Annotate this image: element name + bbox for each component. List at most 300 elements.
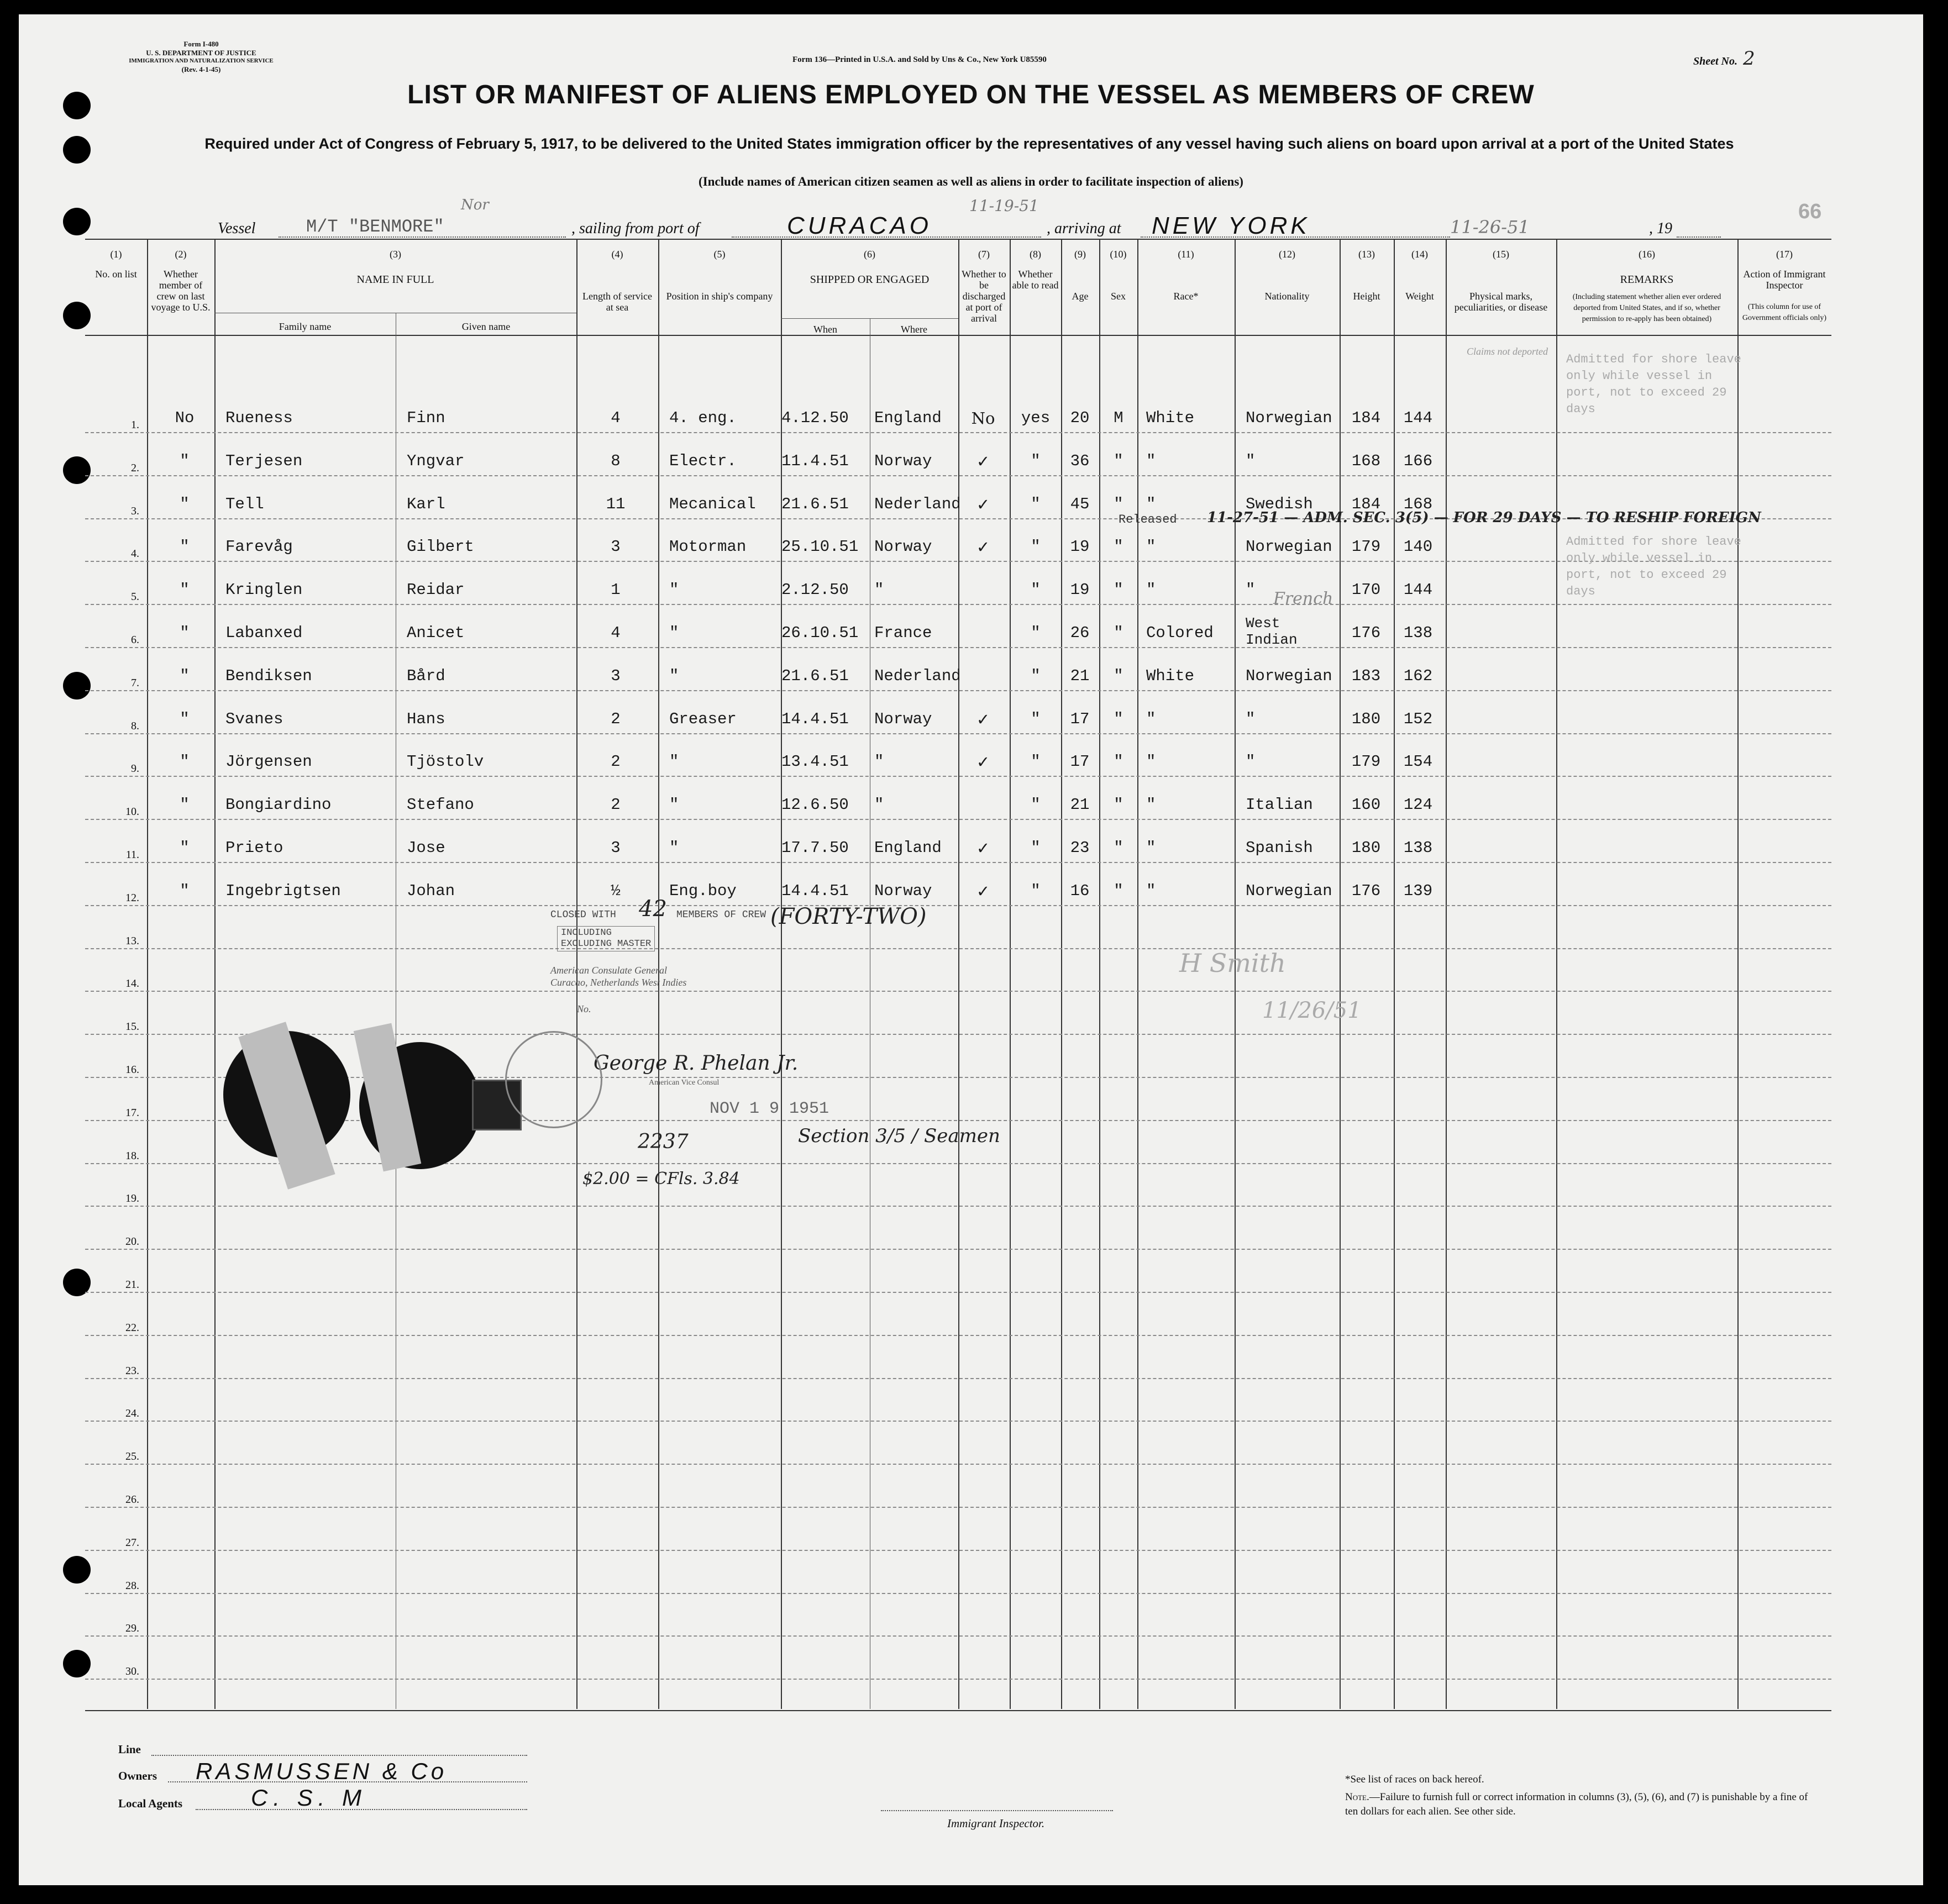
line-label: Line (118, 1743, 141, 1756)
crew-weight: 140 (1403, 538, 1433, 556)
crew-service: 3 (611, 538, 621, 556)
vice-consul-signature: George R. Phelan Jr. (594, 1052, 799, 1075)
crew-discharged: ✓ (976, 451, 990, 471)
crew-race: " (1146, 709, 1156, 728)
column-header-4: Length of service at sea (582, 291, 652, 313)
crew-read: " (1031, 796, 1041, 814)
row-rule (85, 1679, 1831, 1680)
crew-given: Johan (407, 881, 455, 900)
crew-service: ½ (611, 881, 621, 900)
row-rule (85, 1163, 1831, 1164)
crew-given: Stefano (407, 796, 474, 814)
crew-discharged: No (971, 409, 995, 428)
crew-sex: " (1114, 666, 1123, 685)
crew-age: 26 (1070, 624, 1090, 642)
crew-nationality: Norwegian (1246, 666, 1332, 685)
crew-nationality: Norwegian (1246, 538, 1332, 556)
crew-discharged: ✓ (976, 881, 990, 901)
crew-service: 11 (606, 495, 626, 513)
crew-service: 4 (611, 624, 621, 642)
column-number-17: (17) (1776, 249, 1793, 260)
crew-nationality: Swedish (1246, 495, 1313, 513)
crew-last-voyage: " (180, 624, 190, 642)
crew-given: Karl (407, 495, 445, 513)
column-number-16: (16) (1639, 249, 1655, 260)
crew-position: " (669, 624, 679, 642)
crew-when: 26.10.51 (781, 624, 859, 642)
crew-last-voyage: " (180, 753, 190, 771)
crew-sex: " (1114, 495, 1123, 513)
row-number: 14. (125, 977, 139, 990)
row-number: 16. (125, 1064, 139, 1076)
no-label: No. (577, 1003, 591, 1014)
consulate-place: Curacao, Netherlands West Indies (550, 977, 687, 988)
crew-race: " (1146, 581, 1156, 599)
column-number-3: (3) (390, 249, 401, 260)
crew-height: 180 (1351, 709, 1381, 728)
service: IMMIGRATION AND NATURALIZATION SERVICE (129, 57, 274, 64)
crew-nationality: " (1246, 753, 1256, 771)
row-number: 5. (131, 591, 139, 603)
column-header-17: Action of Immigrant Inspector (1743, 269, 1826, 291)
crew-where: Norway (874, 538, 932, 556)
vessel-name: M/T "BENMORE" (306, 217, 444, 237)
crew-height: 179 (1351, 538, 1381, 556)
sheet-number: 2 (1743, 48, 1755, 70)
crew-nationality: Italian (1246, 796, 1313, 814)
row-rule (85, 604, 1831, 605)
crew-age: 21 (1070, 796, 1090, 814)
crew-age: 36 (1070, 451, 1090, 470)
crew-weight: 162 (1403, 666, 1433, 685)
crew-age: 17 (1070, 709, 1090, 728)
crew-service: 2 (611, 796, 621, 814)
row-rule (85, 1249, 1831, 1250)
page-title: LIST OR MANIFEST OF ALIENS EMPLOYED ON THE VESSEL AS MEMBERS OF CREW (407, 80, 1535, 109)
departure-date: 11-19-51 (969, 197, 1039, 215)
penalty-note: Note.—Failure to furnish full or correct information in columns (3), (5), (6), and (7) is punishable by a fine of ten dollars for each alien. See other side. (1345, 1791, 1808, 1817)
crew-weight: 139 (1403, 881, 1433, 900)
members-label: MEMBERS OF CREW (676, 909, 766, 921)
stamp-86: 66 (1798, 200, 1822, 223)
crew-where: Nederland (874, 666, 961, 685)
row-rule (85, 1378, 1831, 1379)
year-label: , 19 (1649, 220, 1672, 237)
owners-label: Owners (118, 1769, 157, 1782)
crew-nationality: " (1246, 581, 1256, 599)
column-header-11: Race* (1173, 291, 1199, 302)
crew-last-voyage: No (175, 409, 195, 427)
column-header-12: Nationality (1264, 291, 1310, 302)
vice-consul-title: American Vice Consul (649, 1079, 720, 1087)
crew-race: White (1146, 409, 1195, 427)
inspector-date: 11/26/51 (1262, 998, 1362, 1023)
crew-last-voyage: " (180, 709, 190, 728)
remark-1-note: Claims not deported (1467, 346, 1548, 357)
crew-age: 17 (1070, 753, 1090, 771)
crew-position: " (669, 796, 679, 814)
crew-read: " (1031, 709, 1041, 728)
row-rule (85, 1120, 1831, 1121)
row-number: 8. (131, 719, 139, 732)
crew-position: 4. eng. (669, 409, 737, 427)
crew-weight: 166 (1403, 451, 1433, 470)
row-rule (85, 475, 1831, 476)
column-header-5: Position in ship's company (666, 291, 773, 302)
crew-when: 14.4.51 (781, 709, 849, 728)
crew-weight: 124 (1403, 796, 1433, 814)
row-rule (85, 733, 1831, 734)
crew-height: 168 (1351, 451, 1381, 470)
row-number: 12. (125, 891, 139, 904)
crew-where: Norway (874, 709, 932, 728)
released-label: Released (1119, 513, 1177, 527)
crew-read: " (1031, 495, 1041, 513)
column-number-10: (10) (1110, 249, 1127, 260)
crew-nationality: " (1246, 451, 1256, 470)
column-number-13: (13) (1358, 249, 1375, 260)
crew-weight: 168 (1403, 495, 1433, 513)
row-number: 30. (125, 1665, 139, 1678)
crew-last-voyage: " (180, 495, 190, 513)
crew-last-voyage: " (180, 839, 190, 857)
column-header-10: Sex (1111, 291, 1126, 302)
crew-discharged: ✓ (976, 538, 990, 557)
crew-age: 45 (1070, 495, 1090, 513)
row-rule (85, 1206, 1831, 1207)
crew-sex: " (1114, 538, 1123, 556)
crew-given: Finn (407, 409, 445, 427)
crew-family: Jörgensen (225, 753, 312, 771)
row-number: 23. (125, 1364, 139, 1377)
row-number: 24. (125, 1407, 139, 1420)
crew-given: Gilbert (407, 538, 474, 556)
row-rule (85, 1550, 1831, 1551)
crew-nationality: Norwegian (1246, 881, 1332, 900)
crew-discharged: ✓ (976, 753, 990, 772)
row-rule (85, 948, 1831, 949)
row-number: 1. (131, 419, 139, 431)
row-rule (85, 1464, 1831, 1465)
row-number: 20. (125, 1235, 139, 1248)
row-number: 21. (125, 1279, 139, 1291)
crew-race: " (1146, 796, 1156, 814)
row-rule (85, 776, 1831, 777)
crew-sex: " (1114, 796, 1123, 814)
crew-service: 3 (611, 839, 621, 857)
crew-discharged: ✓ (976, 495, 990, 514)
crew-where: Norway (874, 881, 932, 900)
crew-family: Labanxed (225, 624, 303, 642)
row-number: 11. (125, 849, 139, 861)
crew-race: White (1146, 666, 1195, 685)
row-number: 9. (131, 762, 139, 775)
crew-sex: " (1114, 451, 1123, 470)
row-number: 28. (125, 1579, 139, 1592)
subheader-given: Given name (461, 321, 511, 332)
crew-read: yes (1021, 409, 1051, 427)
crew-when: 12.6.50 (781, 796, 849, 814)
crew-where: England (874, 409, 942, 427)
subtitle: Required under Act of Congress of February 5, 1917, to be delivered to the United States immigration officer by the representatives of any vessel having such aliens on board upon arrival at a port of the United States (204, 135, 1734, 152)
crew-age: 23 (1070, 839, 1090, 857)
sheet-label: Sheet No. (1693, 55, 1737, 67)
column-number-12: (12) (1279, 249, 1295, 260)
crew-where: " (874, 581, 884, 599)
crew-sex: " (1114, 581, 1123, 599)
crew-sex: M (1114, 409, 1123, 427)
crew-last-voyage: " (180, 581, 190, 599)
crew-where: " (874, 753, 884, 771)
crew-discharged: ✓ (976, 709, 990, 729)
crew-height: 184 (1351, 495, 1381, 513)
column-header-14: Weight (1405, 291, 1434, 302)
row-number: 25. (125, 1450, 139, 1463)
consulate-stamp (505, 1031, 602, 1128)
french-note: French (1273, 589, 1333, 608)
column-number-11: (11) (1178, 249, 1194, 260)
crew-read: " (1031, 451, 1041, 470)
crew-where: Nederland (874, 495, 961, 513)
row-number: 2. (131, 461, 139, 474)
crew-weight: 144 (1403, 581, 1433, 599)
column-header-16: REMARKS (1620, 273, 1674, 286)
crew-nationality: West Indian (1246, 615, 1298, 648)
row-number: 13. (125, 934, 139, 947)
crew-service: 4 (611, 409, 621, 427)
crew-position: " (669, 753, 679, 771)
crew-last-voyage: " (180, 666, 190, 685)
row-rule (85, 1292, 1831, 1293)
subheader-when: When (813, 324, 837, 335)
row-number: 29. (125, 1622, 139, 1635)
crew-when: 2.12.50 (781, 581, 849, 599)
crew-discharged: ✓ (976, 839, 990, 858)
column-number-2: (2) (175, 249, 187, 260)
column-header-3: NAME IN FULL (356, 273, 434, 286)
port-to: NEW YORK (1152, 212, 1310, 239)
vessel-flag-note: Nor (461, 197, 489, 213)
agents-value: C. S. M (251, 1785, 367, 1811)
shore-leave-2: Admitted for shore leave only while vessel in port, not to exceed 29 days (1566, 535, 1741, 598)
crew-height: 176 (1351, 624, 1381, 642)
row-rule (85, 1635, 1831, 1637)
agents-label: Local Agents (118, 1797, 183, 1810)
crew-height: 160 (1351, 796, 1381, 814)
crew-sex: " (1114, 881, 1123, 900)
crew-where: France (874, 624, 932, 642)
crew-position: " (669, 581, 679, 599)
arrival-date: 11-26-51 (1450, 217, 1530, 238)
row-number: 18. (125, 1149, 139, 1162)
crew-service: 1 (611, 581, 621, 599)
crew-last-voyage: " (180, 538, 190, 556)
crew-given: Jose (407, 839, 445, 857)
subheader-where: Where (901, 324, 927, 335)
row-number: 27. (125, 1536, 139, 1549)
crew-when: 17.7.50 (781, 839, 849, 857)
crew-service: 8 (611, 451, 621, 470)
row-rule (85, 1034, 1831, 1035)
crew-position: Mecanical (669, 495, 756, 513)
row-number: 6. (131, 634, 139, 646)
crew-when: 11.4.51 (781, 451, 849, 470)
crew-when: 25.10.51 (781, 538, 859, 556)
crew-last-voyage: " (180, 881, 190, 900)
include-note: (Include names of American citizen seamen as well as aliens in order to facilitate inspection of aliens) (699, 175, 1243, 188)
crew-age: 19 (1070, 538, 1090, 556)
column-header-6: SHIPPED OR ENGAGED (810, 273, 930, 286)
row-rule (85, 432, 1831, 433)
column-header-13: Height (1353, 291, 1380, 302)
crew-nationality: Spanish (1246, 839, 1313, 857)
crew-weight: 152 (1403, 709, 1433, 728)
inspector-label: Immigrant Inspector. (947, 1817, 1045, 1830)
released-note: 11-27-51 — ADM. SEC. 3(5) — FOR 29 DAYS — TO RESHIP FOREIGN (1207, 509, 1761, 526)
inspector-initials: H Smith (1179, 948, 1286, 978)
crew-race: " (1146, 538, 1156, 556)
crew-weight: 138 (1403, 624, 1433, 642)
crew-height: 180 (1351, 839, 1381, 857)
crew-given: Yngvar (407, 451, 465, 470)
races-note: *See list of races on back hereof. (1345, 1774, 1484, 1785)
fee-note: $2.00 = CFls. 3.84 (582, 1169, 740, 1188)
column-number-4: (4) (611, 249, 623, 260)
crew-family: Tell (225, 495, 264, 513)
crew-nationality: " (1246, 709, 1256, 728)
crew-family: Kringlen (225, 581, 303, 599)
column-number-15: (15) (1493, 249, 1509, 260)
row-rule (85, 905, 1831, 906)
crew-read: " (1031, 538, 1041, 556)
column-header-8: Whether able to read (1012, 269, 1059, 291)
crew-when: 14.4.51 (781, 881, 849, 900)
crew-height: 179 (1351, 753, 1381, 771)
crew-sex: " (1114, 709, 1123, 728)
crew-read: " (1031, 624, 1041, 642)
crew-sex: " (1114, 753, 1123, 771)
crew-family: Ingebrigtsen (225, 881, 341, 900)
crew-sex: " (1114, 624, 1123, 642)
crew-nationality: Norwegian (1246, 409, 1332, 427)
column-number-14: (14) (1411, 249, 1428, 260)
subheader-remarks-detail: (Including statement whether alien ever ordered deported from United States, and if so, whether permission to re-apply has been obtained) (1572, 293, 1721, 323)
column-header-1: No. on list (95, 269, 137, 280)
crew-race: " (1146, 881, 1156, 900)
subheader-inspector-detail: (This column for use of Government officials only) (1742, 303, 1827, 322)
row-number: 19. (125, 1192, 139, 1205)
crew-count: 42 (639, 896, 667, 922)
column-number-6: (6) (864, 249, 875, 260)
vessel-label: Vessel (218, 220, 256, 237)
crew-height: 176 (1351, 881, 1381, 900)
crew-race: " (1146, 753, 1156, 771)
crew-read: " (1031, 881, 1041, 900)
form-number: Form I-480 (183, 40, 219, 48)
row-rule (85, 1335, 1831, 1336)
crew-position: Eng.boy (669, 881, 737, 900)
crew-when: 21.6.51 (781, 495, 849, 513)
row-rule (85, 690, 1831, 691)
revision: (Rev. 4-1-45) (181, 65, 221, 73)
port-from: CURACAO (787, 212, 932, 239)
column-header-2: Whether member of crew on last voyage to U.S. (151, 269, 211, 313)
crew-given: Anicet (407, 624, 465, 642)
crew-where: " (874, 796, 884, 814)
crew-family: Bongiardino (225, 796, 332, 814)
column-header-7: Whether to be discharged at port of arrival (962, 269, 1006, 324)
crew-height: 183 (1351, 666, 1381, 685)
crew-age: 16 (1070, 881, 1090, 900)
crew-last-voyage: " (180, 451, 190, 470)
crew-weight: 138 (1403, 839, 1433, 857)
including-box: INCLUDING EXCLUDING MASTER (557, 926, 655, 951)
column-header-15: Physical marks, peculiarities, or disease (1454, 291, 1548, 313)
subheader-family: Family name (279, 321, 332, 332)
crew-race: " (1146, 495, 1156, 513)
crew-position: " (669, 666, 679, 685)
column-number-7: (7) (978, 249, 990, 260)
crew-when: 4.12.50 (781, 409, 849, 427)
crew-service: 3 (611, 666, 621, 685)
row-rule (85, 1593, 1831, 1594)
crew-read: " (1031, 666, 1041, 685)
row-number: 10. (125, 806, 139, 818)
column-number-1: (1) (110, 249, 122, 260)
crew-family: Terjesen (225, 451, 303, 470)
crew-read: " (1031, 581, 1041, 599)
row-number: 17. (125, 1106, 139, 1119)
crew-given: Reidar (407, 581, 465, 599)
punch-hole (63, 136, 91, 164)
row-number: 26. (125, 1493, 139, 1506)
crew-when: 21.6.51 (781, 666, 849, 685)
crew-race: " (1146, 839, 1156, 857)
manifest-sheet (19, 14, 1923, 1885)
consulate: American Consulate General (550, 965, 667, 976)
row-rule (85, 1507, 1831, 1508)
row-rule (85, 991, 1831, 992)
crew-read: " (1031, 839, 1041, 857)
crew-given: Tjöstolv (407, 753, 484, 771)
row-number: 7. (131, 676, 139, 689)
count-words: (FORTY-TWO) (770, 904, 927, 929)
column-number-8: (8) (1030, 249, 1041, 260)
service-number: 2237 (638, 1130, 689, 1153)
arriving-label: , arriving at (1047, 220, 1121, 237)
crew-age: 21 (1070, 666, 1090, 685)
crew-age: 19 (1070, 581, 1090, 599)
crew-sex: " (1114, 839, 1123, 857)
crew-height: 184 (1351, 409, 1381, 427)
crew-position: Greaser (669, 709, 737, 728)
shore-leave-1: Admitted for shore leave only while vessel in port, not to exceed 29 days (1566, 353, 1741, 416)
crew-family: Rueness (225, 409, 293, 427)
crew-given: Hans (407, 709, 445, 728)
crew-weight: 154 (1403, 753, 1433, 771)
crew-position: Motorman (669, 538, 747, 556)
crew-race: Colored (1146, 624, 1214, 642)
crew-family: Prieto (225, 839, 283, 857)
row-number: 4. (131, 548, 139, 560)
crew-family: Farevåg (225, 538, 293, 556)
crew-given: Bård (407, 666, 445, 685)
crew-family: Bendiksen (225, 666, 312, 685)
crew-family: Svanes (225, 709, 283, 728)
crew-position: Electr. (669, 451, 737, 470)
crew-height: 170 (1351, 581, 1381, 599)
row-number: 3. (131, 504, 139, 517)
